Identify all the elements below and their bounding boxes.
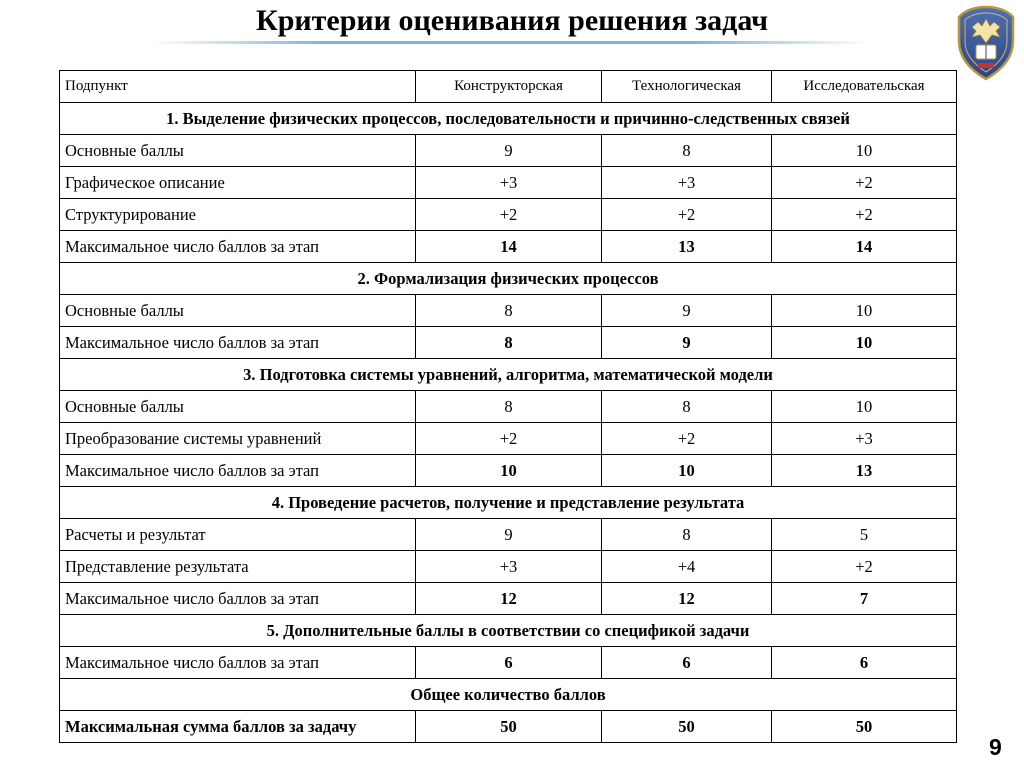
section-title: 3. Подготовка системы уравнений, алгоритма, математической модели bbox=[60, 359, 957, 391]
row-label: Графическое описание bbox=[60, 167, 416, 199]
table-row bbox=[60, 199, 957, 231]
score-cell: 9 bbox=[416, 135, 602, 167]
score-cell: 6 bbox=[602, 647, 772, 679]
stage-max-row bbox=[60, 231, 957, 263]
row-label: Основные баллы bbox=[60, 135, 416, 167]
table-row bbox=[60, 135, 957, 167]
row-label: Расчеты и результат bbox=[60, 519, 416, 551]
score-cell: +3 bbox=[602, 167, 772, 199]
row-label: Максимальная сумма баллов за задачу bbox=[60, 711, 416, 743]
score-cell: +4 bbox=[602, 551, 772, 583]
section-header-row bbox=[60, 103, 957, 135]
score-cell: 14 bbox=[416, 231, 602, 263]
evaluation-criteria-table bbox=[59, 70, 957, 743]
table-row bbox=[60, 295, 957, 327]
score-cell: +3 bbox=[772, 423, 957, 455]
score-cell: +2 bbox=[602, 423, 772, 455]
stage-max-row bbox=[60, 455, 957, 487]
score-cell: +2 bbox=[772, 167, 957, 199]
section-title: 1. Выделение физических процессов, последовательности и причинно-следственных связей bbox=[60, 103, 957, 135]
section-title: 2. Формализация физических процессов bbox=[60, 263, 957, 295]
score-cell: 50 bbox=[772, 711, 957, 743]
university-crest-logo bbox=[954, 5, 1018, 81]
score-cell: 6 bbox=[772, 647, 957, 679]
score-cell: 10 bbox=[416, 455, 602, 487]
score-cell: 8 bbox=[602, 135, 772, 167]
score-cell: 50 bbox=[602, 711, 772, 743]
column-header-technological: Технологическая bbox=[602, 71, 772, 103]
row-label: Представление результата bbox=[60, 551, 416, 583]
row-label: Структурирование bbox=[60, 199, 416, 231]
table-row bbox=[60, 519, 957, 551]
score-cell: 10 bbox=[772, 327, 957, 359]
section-title: 4. Проведение расчетов, получение и представление результата bbox=[60, 487, 957, 519]
table-row bbox=[60, 551, 957, 583]
score-cell: +3 bbox=[416, 167, 602, 199]
score-cell: +2 bbox=[602, 199, 772, 231]
score-cell: 10 bbox=[602, 455, 772, 487]
score-cell: 8 bbox=[416, 327, 602, 359]
column-header-research: Исследовательская bbox=[772, 71, 957, 103]
score-cell: 8 bbox=[602, 391, 772, 423]
section-title: Общее количество баллов bbox=[60, 679, 957, 711]
score-cell: +3 bbox=[416, 551, 602, 583]
row-label: Максимальное число баллов за этап bbox=[60, 583, 416, 615]
score-cell: 7 bbox=[772, 583, 957, 615]
page-number: 9 bbox=[989, 734, 1002, 760]
score-cell: 10 bbox=[772, 391, 957, 423]
row-label: Максимальное число баллов за этап bbox=[60, 455, 416, 487]
row-label: Преобразование системы уравнений bbox=[60, 423, 416, 455]
stage-max-row bbox=[60, 647, 957, 679]
stage-max-row bbox=[60, 327, 957, 359]
section-header-row bbox=[60, 615, 957, 647]
score-cell: 5 bbox=[772, 519, 957, 551]
score-cell: 10 bbox=[772, 295, 957, 327]
score-cell: 10 bbox=[772, 135, 957, 167]
score-cell: 14 bbox=[772, 231, 957, 263]
table-row bbox=[60, 391, 957, 423]
total-row bbox=[60, 711, 957, 743]
row-label: Основные баллы bbox=[60, 391, 416, 423]
section-title: 5. Дополнительные баллы в соответствии со спецификой задачи bbox=[60, 615, 957, 647]
score-cell: +2 bbox=[772, 199, 957, 231]
row-label: Основные баллы bbox=[60, 295, 416, 327]
row-label: Максимальное число баллов за этап bbox=[60, 231, 416, 263]
slide-title: Критерии оценивания решения задач bbox=[255, 4, 769, 37]
score-cell: 8 bbox=[416, 295, 602, 327]
score-cell: 13 bbox=[772, 455, 957, 487]
table-row bbox=[60, 423, 957, 455]
score-cell: 9 bbox=[602, 295, 772, 327]
section-header-row bbox=[60, 679, 957, 711]
row-label: Максимальное число баллов за этап bbox=[60, 327, 416, 359]
section-header-row bbox=[60, 487, 957, 519]
score-cell: 9 bbox=[416, 519, 602, 551]
score-cell: 50 bbox=[416, 711, 602, 743]
table-header-row bbox=[60, 71, 957, 103]
stage-max-row bbox=[60, 583, 957, 615]
score-cell: 8 bbox=[602, 519, 772, 551]
score-cell: +2 bbox=[416, 423, 602, 455]
score-cell: 6 bbox=[416, 647, 602, 679]
score-cell: 12 bbox=[602, 583, 772, 615]
section-header-row bbox=[60, 263, 957, 295]
score-cell: 13 bbox=[602, 231, 772, 263]
column-header-design: Конструкторская bbox=[416, 71, 602, 103]
title-underline bbox=[150, 41, 870, 44]
score-cell: +2 bbox=[772, 551, 957, 583]
row-label: Максимальное число баллов за этап bbox=[60, 647, 416, 679]
score-cell: 9 bbox=[602, 327, 772, 359]
table-row bbox=[60, 167, 957, 199]
score-cell: +2 bbox=[416, 199, 602, 231]
score-cell: 12 bbox=[416, 583, 602, 615]
section-header-row bbox=[60, 359, 957, 391]
column-header-subitem: Подпункт bbox=[60, 71, 416, 103]
score-cell: 8 bbox=[416, 391, 602, 423]
